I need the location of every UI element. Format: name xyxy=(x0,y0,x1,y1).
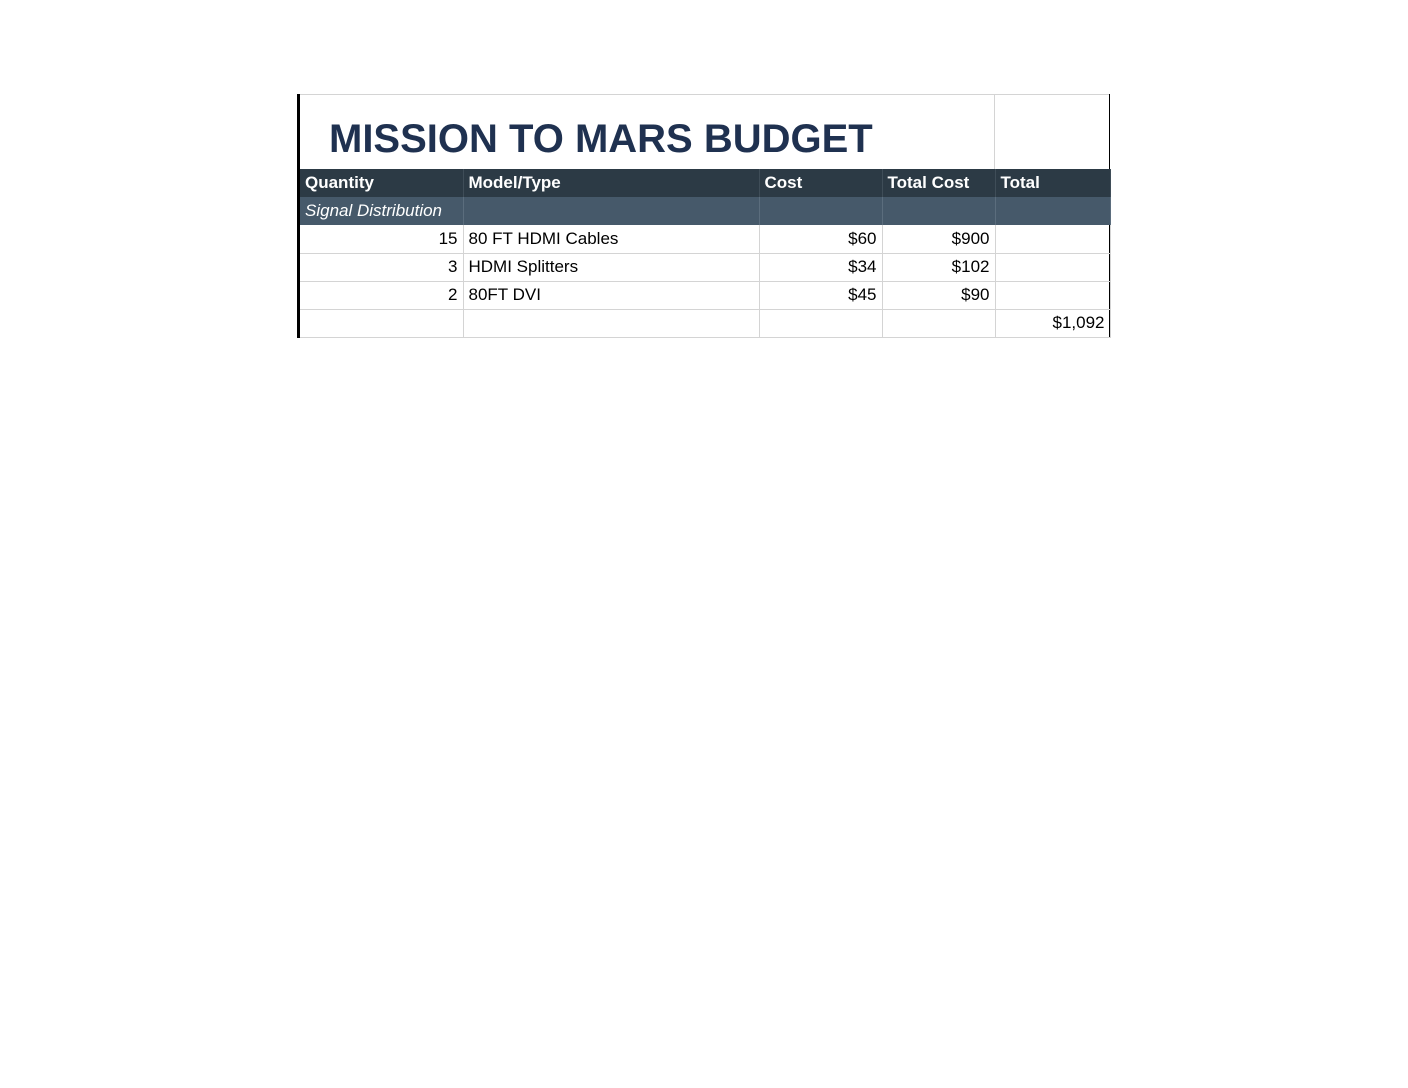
table-row xyxy=(300,281,1110,309)
title-row-empty-cell[interactable] xyxy=(995,95,1109,169)
quantity-cell[interactable]: 3 xyxy=(300,253,463,281)
cost-cell[interactable]: $60 xyxy=(759,225,882,253)
empty-cell[interactable] xyxy=(300,309,463,337)
empty-cell[interactable] xyxy=(463,309,759,337)
empty-cell[interactable] xyxy=(882,309,995,337)
grand-total-cell[interactable]: $1,092 xyxy=(995,309,1110,337)
grand-total-row xyxy=(300,309,1110,337)
model-cell[interactable]: HDMI Splitters xyxy=(463,253,759,281)
header-model-type[interactable]: Model/Type xyxy=(463,169,759,197)
model-cell[interactable]: 80FT DVI xyxy=(463,281,759,309)
cost-cell[interactable]: $45 xyxy=(759,281,882,309)
total-cell[interactable] xyxy=(995,253,1110,281)
total-cost-cell[interactable]: $900 xyxy=(882,225,995,253)
budget-sheet xyxy=(297,94,1110,338)
table-row xyxy=(300,253,1110,281)
model-cell[interactable]: 80 FT HDMI Cables xyxy=(463,225,759,253)
total-cost-cell[interactable]: $90 xyxy=(882,281,995,309)
total-cell[interactable] xyxy=(995,225,1110,253)
category-empty-cell[interactable] xyxy=(463,197,759,225)
title-row xyxy=(300,94,1109,169)
title-cell[interactable] xyxy=(300,95,995,169)
header-total[interactable]: Total xyxy=(995,169,1110,197)
quantity-cell[interactable]: 2 xyxy=(300,281,463,309)
total-cost-cell[interactable]: $102 xyxy=(882,253,995,281)
table-row xyxy=(300,225,1110,253)
total-cell[interactable] xyxy=(995,281,1110,309)
header-cost[interactable]: Cost xyxy=(759,169,882,197)
page-title: MISSION TO MARS BUDGET xyxy=(329,117,873,161)
header-total-cost[interactable]: Total Cost xyxy=(882,169,995,197)
header-row xyxy=(300,169,1110,197)
category-row xyxy=(300,197,1110,225)
empty-cell[interactable] xyxy=(759,309,882,337)
category-label[interactable]: Signal Distribution xyxy=(300,197,463,225)
header-quantity[interactable]: Quantity xyxy=(300,169,463,197)
budget-table xyxy=(300,169,1111,338)
quantity-cell[interactable]: 15 xyxy=(300,225,463,253)
category-empty-cell[interactable] xyxy=(759,197,882,225)
category-empty-cell[interactable] xyxy=(995,197,1110,225)
category-empty-cell[interactable] xyxy=(882,197,995,225)
cost-cell[interactable]: $34 xyxy=(759,253,882,281)
